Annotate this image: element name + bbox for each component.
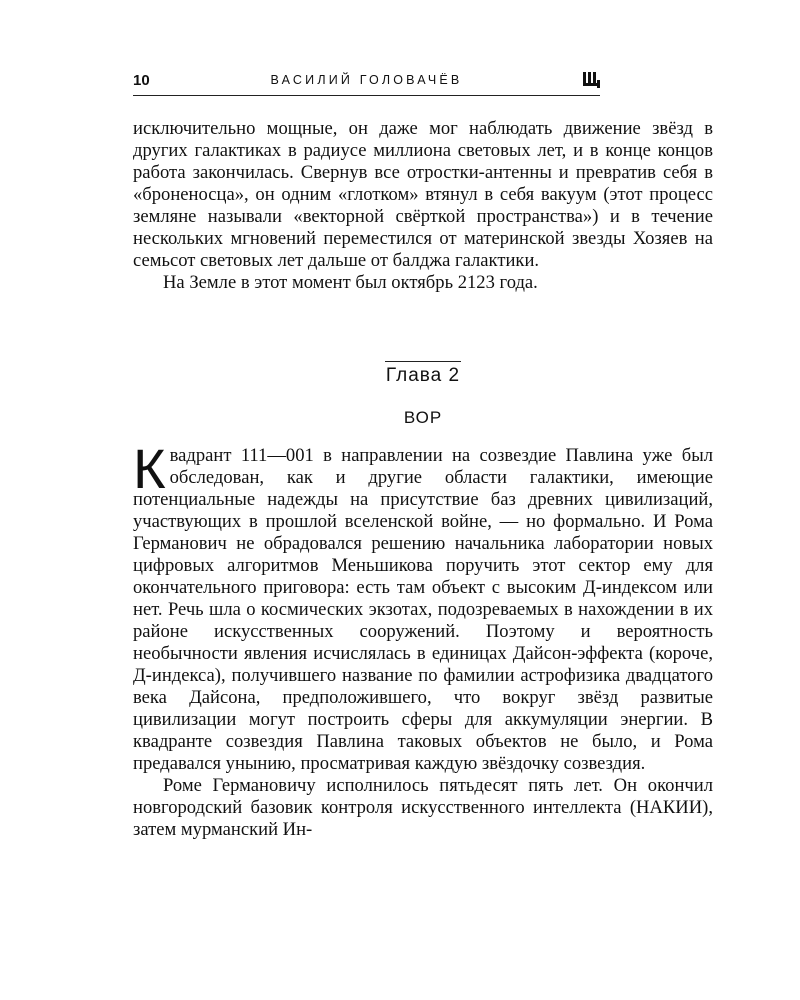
chapter-subtitle: ВОР — [403, 408, 443, 427]
chapter-title: Глава 2 — [385, 365, 461, 386]
publisher-logo-icon — [583, 72, 600, 88]
paragraph-continued: исключительно мощные, он даже мог наблюдать движение звёзд в других галактиках в радиусе миллиона световых лет, и в конце концов работа закончилась. Свернув все отростки-антенны и превратив себя в «броненосца», он одним «глотком» втянул в себя вакуум (этот процесс земляне называли «векторной свёрткой пространства») и в течение нескольких мгновений переместился от материнской звезды Хозяев на семьсот световых лет дальше от балджа галактики. — [133, 118, 713, 271]
chapter-text-block — [133, 437, 713, 841]
chapter-paragraph-1-text: вадрант 111—001 в направлении на созвездие Павлина уже был обследован, как и другие области галактики, имеющие потенциальные надежды на присутствие баз древних цивилизаций, участвующих в прошлой вселенской войне, — но формально. И Рома Германович не обрадовался решению начальника лаборатории новых цифровых алгоритмов Меньшикова поручить этот сектор ему для окончательного приговора: есть там объект с высоким Д-индексом или нет. Речь шла о космических экзотах, подозреваемых в нахождении в их районе искусственных сооружений. Поэтому и вероятность необычности явления исчислялась в единицах Дайсон-эффекта (короче, Д-индекса), получившего название по фамилии астрофизика двадцатого века Дайсона, предположившего, что вокруг звёзд развитые цивилизации могут построить сферы для аккумуляции энергии. В квадранте созвездия Павлина таковых объектов не было, и Рома предавался унынию, просматривая каждую звёздочку созвездия. — [133, 445, 713, 774]
page-header — [133, 71, 600, 96]
chapter-paragraph-2: Роме Германовичу исполнилось пятьдесят пять лет. Он окончил новгородский базовик контроля искусственного интеллекта (НАКИИ), затем мурманский Ин- — [133, 775, 713, 840]
chapter-rule — [385, 361, 461, 362]
drop-cap: К — [133, 437, 166, 500]
chapter-paragraph-1 — [133, 437, 713, 775]
page-number: 10 — [133, 72, 150, 89]
running-head: ВАСИЛИЙ ГОЛОВАЧЁВ — [270, 73, 463, 87]
top-text-block — [133, 118, 713, 294]
paragraph-date: На Земле в этот момент был октябрь 2123 года. — [163, 272, 538, 293]
